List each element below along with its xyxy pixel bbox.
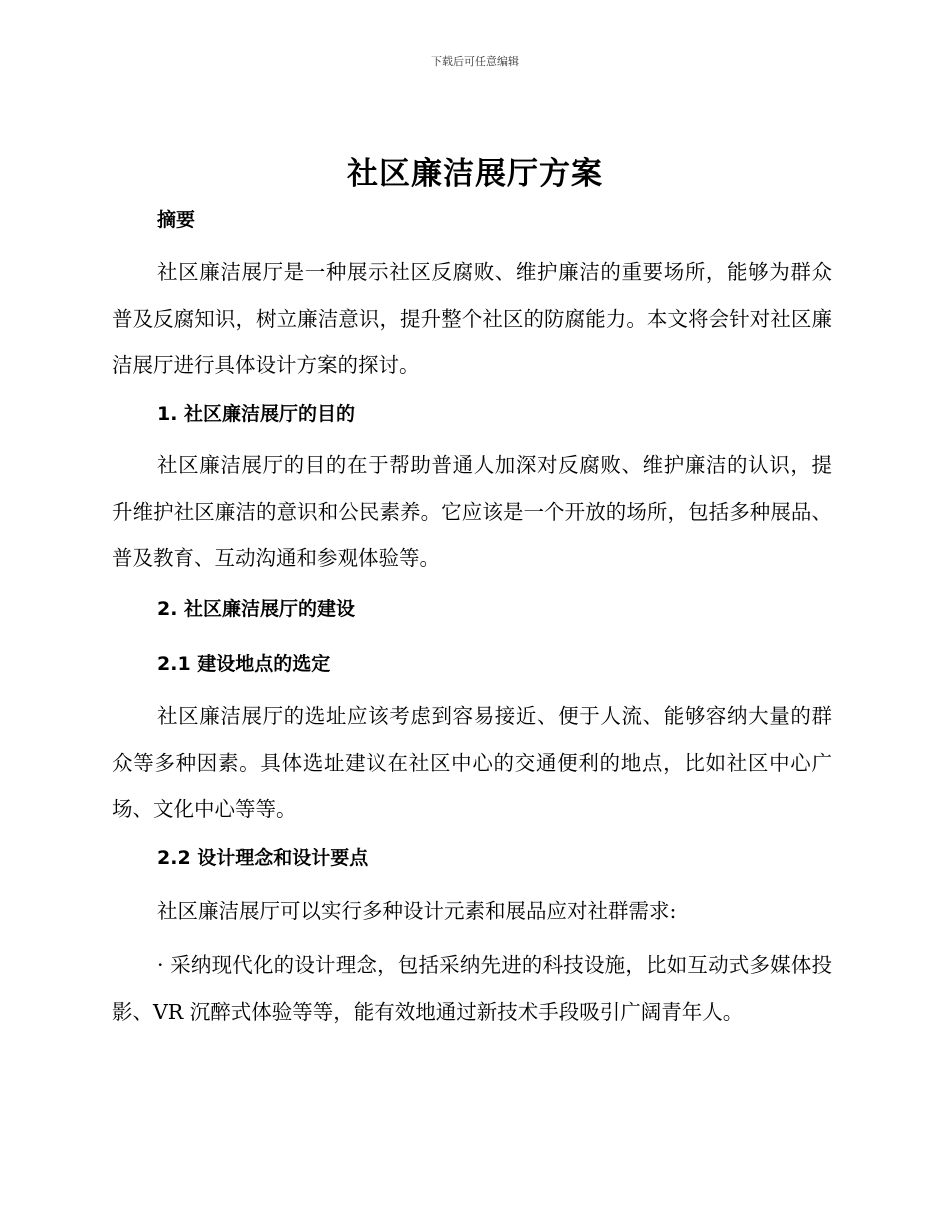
section-2-2-intro: 社区廉洁展厅可以实行多种设计元素和展品应对社群需求: bbox=[157, 899, 677, 923]
section-2-1-paragraph: 社区廉洁展厅的选址应该考虑到容易接近、便于人流、能够容纳大量的群众等多种因素。具体选址建议在社区中心的交通便利的地点，比如社区中心广场、文化中心等等。 bbox=[112, 704, 832, 821]
header-note: 下载后可任意编辑 bbox=[431, 55, 519, 68]
section-1-heading: 1. 社区廉洁展厅的目的 bbox=[157, 403, 356, 425]
abstract-paragraph: 社区廉洁展厅是一种展示社区反腐败、维护廉洁的重要场所，能够为群众普及反腐知识，树立廉洁意识，提升整个社区的防腐能力。本文将会针对社区廉洁展厅进行具体设计方案的探讨。 bbox=[112, 260, 832, 377]
section-2-heading: 2. 社区廉洁展厅的建设 bbox=[157, 598, 356, 620]
section-2-2-bullet: · 采纳现代化的设计理念，包括采纳先进的科技设施，比如互动式多媒体投影、VR 沉醉式体验等等，能有效地通过新技术手段吸引广阔青年人。 bbox=[112, 953, 832, 1024]
section-1-paragraph: 社区廉洁展厅的目的在于帮助普通人加深对反腐败、维护廉洁的认识，提升维护社区廉洁的意识和公民素养。它应该是一个开放的场所，包括多种展品、普及教育、互动沟通和参观体验等。 bbox=[112, 453, 832, 570]
page-title: 社区廉洁展厅方案 bbox=[347, 156, 603, 192]
section-2-2-heading: 2.2 设计理念和设计要点 bbox=[157, 847, 369, 869]
abstract-heading: 摘要 bbox=[157, 209, 196, 231]
section-2-1-heading: 2.1 建设地点的选定 bbox=[157, 653, 331, 675]
